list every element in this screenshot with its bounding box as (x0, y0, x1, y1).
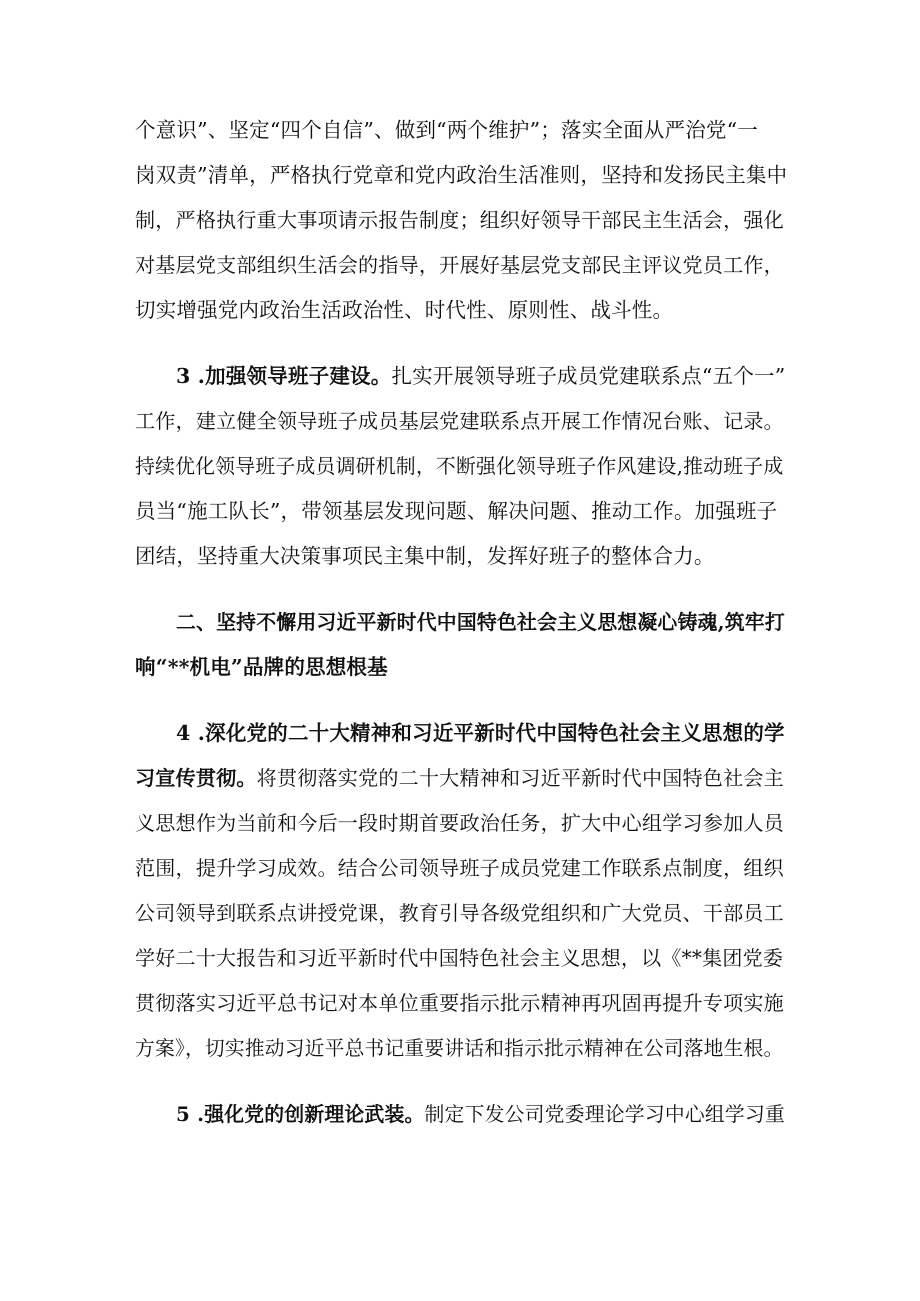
item-heading: 3 .加强领导班子建设。 (176, 364, 392, 388)
text-line (135, 354, 787, 399)
section-heading (135, 600, 787, 690)
item-text: 制定下发公司党委理论学习中心组学习重 (424, 1103, 786, 1126)
section-heading-line: 二、坚持不懈用习近平新时代中国特色社会主义思想凝心铸魂,筑牢打 (176, 610, 785, 634)
text-line: 对基层党支部组织生活会的指导，开展好基层党支部民主评议党员工作， (135, 253, 784, 277)
text-line: 团结，坚持重大决策事项民主集中制，发挥好班子的整体合力。 (135, 544, 715, 568)
paragraph-item-4 (135, 711, 787, 1071)
text-line: 制，严格执行重大事项请示报告制度；组织好领导干部民主生活会，强化 (135, 208, 784, 232)
text-line: 切实增强党内政治生活政治性、时代性、原则性、战斗性。 (135, 298, 674, 322)
text-line: 岗双责”清单，严格执行党章和党内政治生活准则，坚持和发扬民主集中 (135, 163, 788, 187)
paragraph-item-3 (135, 354, 787, 579)
section-heading-line: 响“**机电”品牌的思想根基 (135, 655, 388, 679)
text-line: 员当“施工队长”，带领基层发现问题、解决问题、推动工作。加强班子 (135, 499, 778, 523)
item-heading: 习宣传贯彻。 (135, 766, 257, 790)
text-line: 公司领导到联系点讲授党课，教育引导各级党组织和广大党员、干部员工 (135, 901, 784, 925)
item-heading: 4 .深化党的二十大精神和习近平新时代中国特色社会主义思想的学 (176, 721, 785, 745)
document-page (135, 108, 787, 1137)
text-line (135, 1092, 787, 1137)
text-line: 个意识”、坚定“四个自信”、做到“两个维护”；落实全面从严治党“一 (135, 118, 758, 142)
item-text: 扎实开展领导班子成员党建联系点“五个一” (391, 364, 786, 388)
text-line: 范围，提升学习成效。结合公司领导班子成员党建工作联系点制度，组织 (135, 856, 784, 880)
text-line: 义思想作为当前和今后一段时期首要政治任务，扩大中心组学习参加人员 (135, 811, 784, 835)
text-line: 持续优化领导班子成员调研机制，不断强化领导班子作风建设,推动班子成 (135, 455, 784, 478)
item-text: 将贯彻落实党的二十大精神和习近平新时代中国特色社会主 (256, 766, 784, 790)
paragraph-item-5 (135, 1092, 787, 1137)
paragraph-continuation (135, 108, 787, 333)
text-line: 工作，建立健全领导班子成员基层党建联系点开展工作情况台账、记录。 (135, 409, 784, 433)
item-heading: 5 .强化党的创新理论武装。 (176, 1102, 425, 1126)
text-line: 贯彻落实习近平总书记对本单位重要指示批示精神再巩固再提升专项实施 (135, 991, 784, 1015)
text-line (135, 756, 787, 801)
text-line: 学好二十大报告和习近平新时代中国特色社会主义思想，以《**集团党委 (135, 946, 784, 970)
text-line: 方案》，切实推动习近平总书记重要讲话和指示批示精神在公司落地生根。 (135, 1037, 784, 1060)
